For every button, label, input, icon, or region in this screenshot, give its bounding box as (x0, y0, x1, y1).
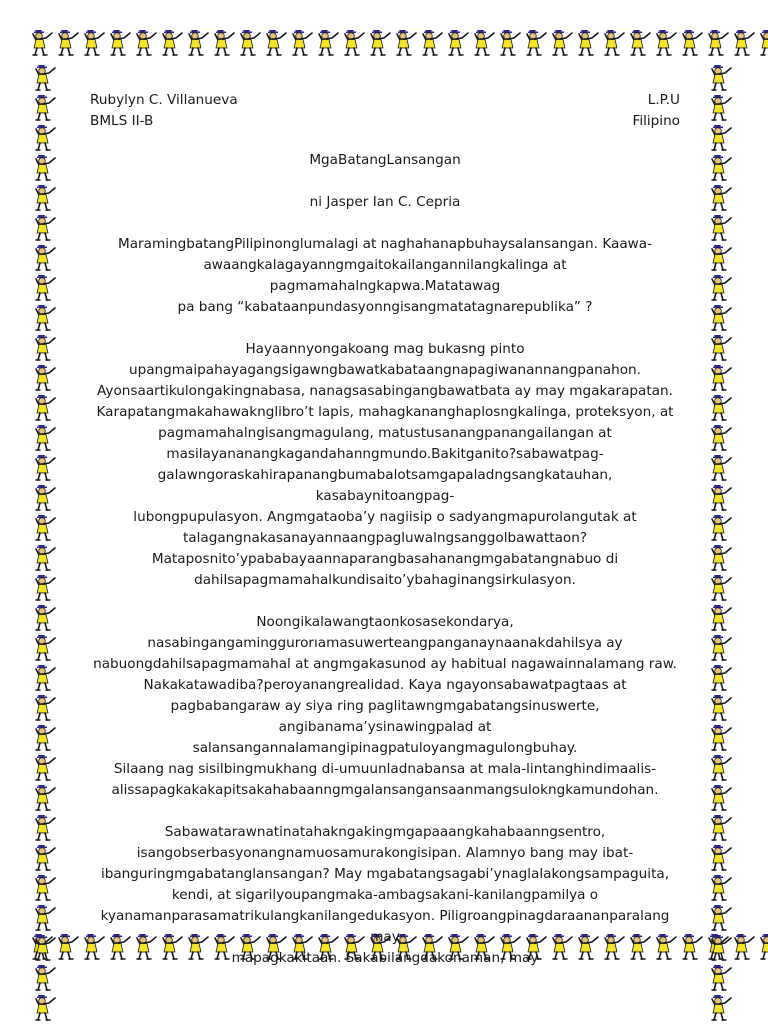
waving-child-icon (709, 632, 735, 662)
waving-child-icon (709, 422, 735, 452)
waving-child-icon (524, 27, 550, 57)
waving-child-icon (30, 27, 56, 57)
waving-child-icon (108, 27, 134, 57)
essay-paragraph (90, 234, 680, 318)
waving-child-icon (709, 662, 735, 692)
paragraph-line: dahilsapagmamahalkundisaito’ybahaginangsirkulasyon. (194, 572, 576, 588)
paragraph-line: nasabingangaminggurorıamasuwerteangpanganaynaanakdahilsya ay (147, 635, 623, 651)
waving-child-icon (33, 452, 59, 482)
paragraph-line: pagbabangaraw ay siya ring paglitawngmgabatangsinuswerte, (170, 698, 600, 714)
class-section: BMLS II-B (90, 113, 154, 129)
waving-child-icon (134, 27, 160, 57)
header-right (633, 90, 681, 132)
waving-child-icon (709, 482, 735, 512)
paragraph-line: ibanguringmgabatanglansangan? May mgabatangsagabi’ynaglalakongsampaguita, (100, 866, 670, 882)
waving-child-icon (368, 27, 394, 57)
paragraph-line: MaramingbatangPilipinonglumalagi at naghahanapbuhaysalansangan. Kaawa- (117, 236, 653, 252)
waving-child-icon (709, 332, 735, 362)
waving-child-icon (33, 962, 59, 992)
waving-child-icon (33, 242, 59, 272)
waving-child-icon (33, 632, 59, 662)
paragraph-line: Hayaannyongakoang mag bukasng pinto (245, 341, 525, 357)
waving-child-icon (709, 182, 735, 212)
waving-child-icon (33, 122, 59, 152)
waving-child-icon (82, 27, 108, 57)
paragraph-line: pa bang “kabataanpundasyonngisangmatatagnarepublika” ? (177, 299, 593, 315)
paragraph-line: galawngoraskahirapanangbumabalotsamgapaladngsangkatauhan, kasabaynitoangpag- (157, 467, 613, 504)
waving-child-icon (680, 27, 706, 57)
waving-child-icon (342, 27, 368, 57)
waving-child-icon (33, 902, 59, 932)
paragraph-line: kendi, at sigarilyoupangmaka-ambagsakani-kanilangpamilya o (171, 887, 599, 903)
waving-child-icon (33, 572, 59, 602)
paragraph-line: alissapagkakakapitsakahabaanngmgalansangansaanmangsulokngkamundohan. (111, 782, 659, 798)
paragraph-line: Karapatangmakahawaknglibro’t lapis, mahagkananghaplosngkalinga, proteksyon, at (96, 404, 674, 420)
waving-child-icon (160, 27, 186, 57)
waving-child-icon (709, 962, 735, 992)
waving-child-icon (709, 122, 735, 152)
paragraph-line: Mataposnito’ypababayaannaparangbasahanangmgabatangnabuo di (151, 551, 619, 567)
waving-child-icon (56, 27, 82, 57)
essay-byline: ni Jasper Ian C. Cepria (309, 194, 461, 210)
waving-child-icon (394, 27, 420, 57)
waving-child-icon (602, 27, 628, 57)
waving-child-icon (709, 722, 735, 752)
waving-child-icon (709, 452, 735, 482)
paragraph-line: isangobserbasyonangnamuosamurakongisipan. Alamnyo bang may ibat- (136, 845, 634, 861)
waving-child-icon (33, 512, 59, 542)
header-left (90, 90, 238, 132)
waving-child-icon (550, 27, 576, 57)
document-body (90, 90, 680, 969)
waving-child-icon (33, 332, 59, 362)
paragraph-line: angibanama’ysinawingpalad at salansangannalamangipinagpatuloyangmagulongbuhay. (192, 719, 578, 756)
waving-child-icon (709, 542, 735, 572)
waving-child-icon (33, 992, 59, 1022)
waving-child-icon (33, 422, 59, 452)
waving-child-icon (709, 212, 735, 242)
paragraph-line: mapagkakitaan. Sakabilangdakonaman, may (231, 950, 539, 966)
border-right (706, 62, 738, 960)
waving-child-icon (33, 392, 59, 422)
waving-child-icon (709, 752, 735, 782)
waving-child-icon (33, 662, 59, 692)
waving-child-icon (33, 602, 59, 632)
waving-child-icon (238, 27, 264, 57)
paragraph-line: nabuongdahilsapagmamahal at angmgakasunod ay habitual nagawainnalamang raw. (93, 656, 677, 672)
waving-child-icon (290, 27, 316, 57)
document-header (90, 90, 680, 132)
waving-child-icon (576, 27, 602, 57)
paragraph-line: Ayonsaartikulongakingnabasa, nanagsasabingangbawatbata ay may mgakarapatan. (97, 383, 673, 399)
waving-child-icon (33, 782, 59, 812)
waving-child-icon (758, 27, 768, 57)
border-top (30, 26, 738, 58)
waving-child-icon (706, 27, 732, 57)
waving-child-icon (498, 27, 524, 57)
essay-paragraph (90, 612, 680, 801)
waving-child-icon (33, 302, 59, 332)
waving-child-icon (212, 27, 238, 57)
waving-child-icon (33, 482, 59, 512)
waving-child-icon (709, 62, 735, 92)
waving-child-icon (33, 872, 59, 902)
waving-child-icon (709, 932, 735, 962)
author-name: Rubylyn C. Villanueva (90, 92, 238, 108)
paragraph-line: talagangnakasanayannaangpagluwalngsanggolbawattaon? (182, 530, 588, 546)
paragraph-line: Nakakatawadiba?peroyanangrealidad. Kaya ngayonsabawatpagtaas at (143, 677, 627, 693)
waving-child-icon (709, 152, 735, 182)
subject-name: Filipino (632, 113, 680, 129)
waving-child-icon (628, 27, 654, 57)
waving-child-icon (33, 542, 59, 572)
waving-child-icon (264, 27, 290, 57)
waving-child-icon (709, 92, 735, 122)
waving-child-icon (709, 812, 735, 842)
waving-child-icon (709, 272, 735, 302)
waving-child-icon (33, 152, 59, 182)
waving-child-icon (33, 212, 59, 242)
paragraph-line: kyanamanparasamatrikulangkanilangedukasyon. Piligroangpinagdaraananparalang may (100, 908, 670, 945)
waving-child-icon (709, 782, 735, 812)
essay-title: MgaBatangLansangan (309, 152, 461, 168)
waving-child-icon (709, 572, 735, 602)
waving-child-icon (446, 27, 472, 57)
waving-child-icon (420, 27, 446, 57)
waving-child-icon (33, 722, 59, 752)
waving-child-icon (758, 931, 768, 961)
waving-child-icon (709, 602, 735, 632)
waving-child-icon (709, 692, 735, 722)
waving-child-icon (33, 842, 59, 872)
waving-child-icon (654, 27, 680, 57)
paragraph-line: Sabawatarawnatinatahakngakingmgapaaangkahabaanngsentro, (164, 824, 606, 840)
waving-child-icon (680, 931, 706, 961)
waving-child-icon (709, 362, 735, 392)
paragraph-line: awaangkalagayanngmgaitokailangannilangkalinga at pagmamahalngkapwa.Matatawag (203, 257, 567, 294)
waving-child-icon (709, 512, 735, 542)
border-left (30, 62, 62, 960)
waving-child-icon (709, 842, 735, 872)
waving-child-icon (709, 902, 735, 932)
waving-child-icon (33, 932, 59, 962)
paragraph-line: Noongikalawangtaonkosasekondarya, (256, 614, 514, 630)
essay-paragraphs (90, 234, 680, 969)
essay-paragraph (90, 339, 680, 591)
waving-child-icon (33, 362, 59, 392)
school-name: L.P.U (647, 92, 680, 108)
waving-child-icon (316, 27, 342, 57)
waving-child-icon (709, 872, 735, 902)
waving-child-icon (33, 182, 59, 212)
paragraph-line: lubongpupulasyon. Angmgataoba’y nagiisip o sadyangmapurolangutak at (133, 509, 637, 525)
waving-child-icon (33, 752, 59, 782)
paragraph-line: pagmamahalngisangmagulang, matustusanangpanangailangan at (158, 425, 612, 441)
paragraph-line: upangmaipahayagangsigawngbawatkabataangnapagiwanannangpanahon. (128, 362, 641, 378)
waving-child-icon (709, 242, 735, 272)
waving-child-icon (33, 272, 59, 302)
waving-child-icon (33, 92, 59, 122)
waving-child-icon (472, 27, 498, 57)
waving-child-icon (709, 392, 735, 422)
paragraph-line: masilayananangkagandahanngmundo.Bakitganito?sabawatpag- (166, 446, 604, 462)
waving-child-icon (709, 992, 735, 1022)
waving-child-icon (709, 302, 735, 332)
essay-paragraph (90, 822, 680, 969)
waving-child-icon (732, 27, 758, 57)
paragraph-line: Silaang nag sisilbingmukhang di-umuunladnabansa at mala-lintanghindimaalis- (113, 761, 657, 777)
waving-child-icon (33, 692, 59, 722)
waving-child-icon (186, 27, 212, 57)
waving-child-icon (33, 62, 59, 92)
waving-child-icon (33, 812, 59, 842)
